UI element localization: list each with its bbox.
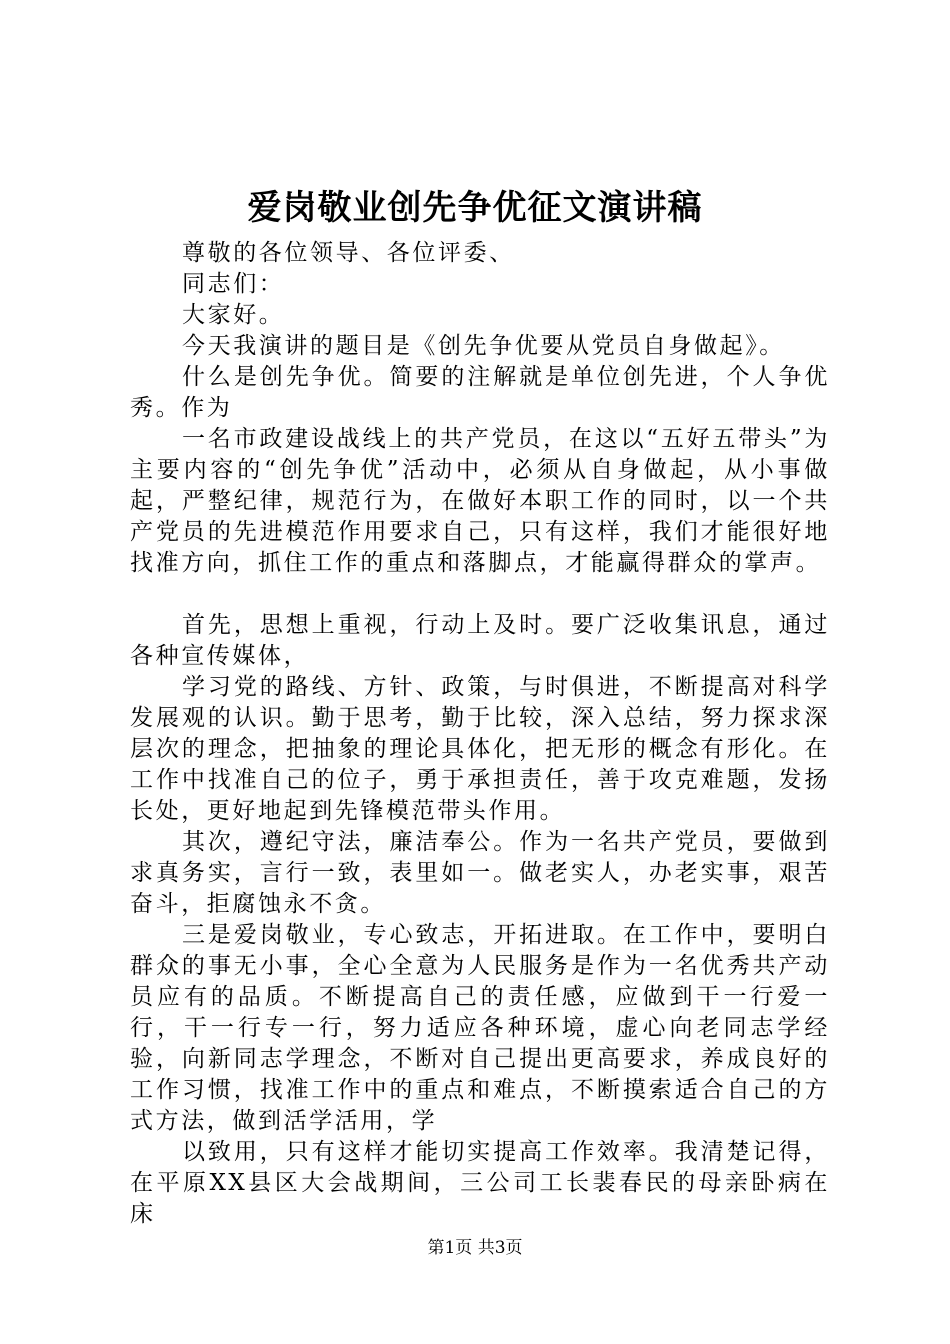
- greeting: 大家好。: [182, 302, 285, 328]
- paragraph: 三是爱岗敬业，专心致志，开拓进取。在工作中，要明白群众的事无小事，全心全意为人民服务是作为一名优秀共产动员应有的品质。不断提高自己的责任感，应做到干一行爱一行，干一行专一行，努力适应各种环境，虚心向老同志学经验，向新同志学理念，不断对自己提出更高要求，养成良好的工作习惯，找准工作中的重点和难点，不断摸索适合自己的方式方法，做到活学活用，学: [130, 922, 830, 1134]
- document-body: [130, 238, 830, 1230]
- page-footer: 第1页 共3页: [427, 1238, 523, 1258]
- document-title: 爱岗敬业创先争优征文演讲稿: [247, 188, 703, 228]
- speech-topic: 今天我演讲的题目是《创先争优要从党员自身做起》。: [182, 333, 785, 359]
- paragraph: 首先，思想上重视，行动上及时。要广泛收集讯息，通过各种宣传媒体，: [130, 612, 830, 669]
- paragraph: 其次，遵纪守法，廉洁奉公。作为一名共产党员，要做到求真务实，言行一致，表里如一。做老实人，办老实事，艰苦奋斗，拒腐蚀永不贪。: [130, 829, 830, 917]
- paragraph: 一名市政建设战线上的共产党员，在这以“五好五带头”为主要内容的“创先争优”活动中，必须从自身做起，从小事做起，严整纪律，规范行为，在做好本职工作的同时，以一个共产党员的先进模范作用要求自己，只有这样，我们才能很好地找准方向，抓住工作的重点和落脚点，才能赢得群众的掌声。: [130, 426, 830, 576]
- salutation-line-2: 同志们：: [182, 271, 285, 297]
- salutation-line-1: 尊敬的各位领导、各位评委、: [182, 240, 515, 266]
- paragraph: 什么是创先争优。简要的注解就是单位创先进，个人争优秀。作为: [130, 364, 830, 421]
- paragraph: 以致用，只有这样才能切实提高工作效率。我清楚记得，在平原XX县区大会战期间，三公司工长裴春民的母亲卧病在床: [130, 1139, 830, 1227]
- paragraph: 学习党的路线、方针、政策，与时俱进，不断提高对科学发展观的认识。勤于思考，勤于比较，深入总结，努力探求深层次的理念，把抽象的理论具体化，把无形的概念有形化。在工作中找准自己的位子，勇于承担责任，善于攻克难题，发扬长处，更好地起到先锋模范带头作用。: [130, 674, 830, 824]
